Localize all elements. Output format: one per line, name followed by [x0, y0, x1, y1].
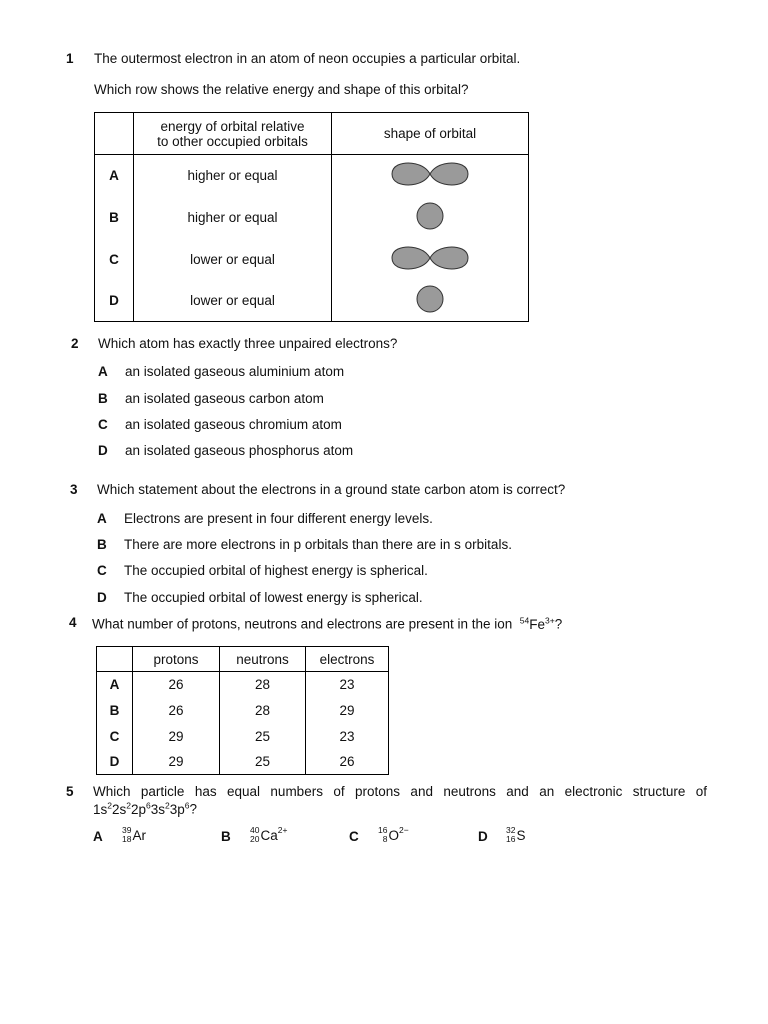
- q1-row-shape: [332, 239, 529, 281]
- q4-table: [96, 646, 389, 775]
- q5-option-letter: A: [93, 829, 103, 844]
- q1-row: [95, 281, 529, 322]
- q1-row-shape: [332, 281, 529, 322]
- q1-header-energy-line1: energy of orbital relative: [160, 118, 305, 134]
- q4-cell: 29: [133, 750, 220, 775]
- q4-cell: 28: [220, 672, 306, 698]
- q1-prompt: Which row shows the relative energy and shape of this orbital?: [94, 82, 469, 97]
- nuclide-symbol: Ca: [260, 827, 278, 843]
- q1-row-shape: [332, 155, 529, 197]
- q5-config-term: [93, 802, 112, 817]
- nuclide-symbol: S: [516, 827, 526, 843]
- q2-option-letter: D: [98, 443, 108, 458]
- q5-config-sup: 2: [126, 800, 131, 810]
- p-orbital-icon: [390, 157, 470, 191]
- q5-config-sup: 2: [107, 800, 112, 810]
- nuclide-mass: 32: [506, 825, 516, 835]
- q1-header-shape: shape of orbital: [332, 113, 529, 155]
- q5-config-sup: 6: [146, 800, 151, 810]
- q5-config-sup: 2: [165, 800, 170, 810]
- q5-config-base: 2s: [112, 801, 127, 817]
- q1-row-shape: [332, 197, 529, 239]
- q1-header-energy: [134, 113, 332, 155]
- q5-option-nuclide: [122, 826, 146, 844]
- q4-row: [97, 698, 389, 724]
- q3-text: Which statement about the electrons in a ground state carbon atom is correct?: [97, 482, 566, 497]
- q4-row-letter: A: [97, 672, 133, 698]
- q4-ion-mass: 54: [519, 615, 530, 625]
- q3-option-text: Electrons are present in four different energy levels.: [124, 511, 433, 526]
- p-orbital-icon: [390, 241, 470, 275]
- nuclide-atomic: 18: [122, 834, 132, 844]
- q4-number: 4: [69, 615, 77, 630]
- q1-row: [95, 155, 529, 197]
- q4-row: [97, 672, 389, 698]
- q4-row-letter: C: [97, 724, 133, 750]
- q4-header-neutrons: neutrons: [220, 647, 306, 672]
- q1-text: The outermost electron in an atom of neon occupies a particular orbital.: [94, 51, 521, 66]
- q2-option-letter: B: [98, 391, 108, 406]
- q3-option-text: The occupied orbital of highest energy is spherical.: [124, 563, 428, 578]
- q4-cell: 25: [220, 724, 306, 750]
- nuclide-mass: 16: [378, 825, 388, 835]
- q4-cell: 26: [133, 698, 220, 724]
- q4-question-text: What number of protons, neutrons and electrons are present in the ion: [92, 616, 513, 632]
- nuclide-charge: 2+: [277, 825, 288, 835]
- q4-cell: 29: [306, 698, 389, 724]
- q1-row-letter: A: [95, 155, 134, 197]
- q5-config-base: 3s: [150, 801, 166, 817]
- nuclide-mass: 40: [250, 825, 260, 835]
- q4-text: [92, 615, 562, 632]
- q1-row: [95, 197, 529, 239]
- q2-option-letter: A: [98, 364, 108, 379]
- q2-option-text: an isolated gaseous aluminium atom: [125, 364, 345, 379]
- q4-header-protons: protons: [133, 647, 220, 672]
- q1-row-energy: lower or equal: [134, 239, 332, 281]
- q3-number: 3: [70, 482, 78, 497]
- q5-config-term: [112, 802, 131, 817]
- q1-row-letter: B: [95, 197, 134, 239]
- q4-ion-symbol: Fe: [529, 616, 545, 632]
- q4-cell: 28: [220, 698, 306, 724]
- q4-cell: 26: [306, 750, 389, 775]
- q5-config: [93, 800, 197, 817]
- nuclide-symbol: Ar: [132, 827, 146, 843]
- q2-option-letter: C: [98, 417, 108, 432]
- q5-option-letter: C: [349, 829, 359, 844]
- nuclide-atomic: 20: [250, 834, 260, 844]
- q5-option-letter: B: [221, 829, 231, 844]
- q4-ion-charge: 3+: [545, 615, 555, 625]
- q4-row: [97, 724, 389, 750]
- q2-option-text: an isolated gaseous chromium atom: [125, 417, 342, 432]
- q3-option-text: The occupied orbital of lowest energy is spherical.: [124, 590, 423, 605]
- q4-row: [97, 750, 389, 775]
- q1-row-letter: D: [95, 281, 134, 322]
- q1-row: [95, 239, 529, 281]
- q1-table: [94, 112, 529, 322]
- q1-row-energy: higher or equal: [134, 197, 332, 239]
- q1-number: 1: [66, 51, 74, 66]
- q5-config-term: [151, 802, 170, 817]
- nuclide-atomic: 16: [506, 834, 516, 844]
- q4-cell: 23: [306, 672, 389, 698]
- s-orbital-icon: [413, 283, 447, 315]
- q4-ion: [520, 617, 555, 632]
- q2-option-text: an isolated gaseous carbon atom: [125, 391, 324, 406]
- q2-text: Which atom has exactly three unpaired electrons?: [98, 336, 398, 351]
- q3-option-letter: D: [97, 590, 107, 605]
- s-orbital-icon: [413, 200, 447, 232]
- q4-header-blank: [97, 647, 133, 672]
- q4-row-letter: D: [97, 750, 133, 775]
- q3-option-letter: C: [97, 563, 107, 578]
- q3-option-letter: A: [97, 511, 107, 526]
- nuclide-symbol: O: [388, 827, 399, 843]
- q5-config-term: [170, 802, 190, 817]
- q4-ion-end: ?: [554, 616, 563, 632]
- q1-row-energy: lower or equal: [134, 281, 332, 322]
- q3-option-letter: B: [97, 537, 107, 552]
- nuclide-atomic: 8: [382, 834, 388, 844]
- q5-option-nuclide: [250, 826, 287, 844]
- nuclide-mass: 39: [122, 825, 132, 835]
- q2-number: 2: [71, 336, 79, 351]
- q4-cell: 25: [220, 750, 306, 775]
- q1-header-blank: [95, 113, 134, 155]
- q5-text: Which particle has equal numbers of protons and neutrons and an electronic structure of: [93, 784, 707, 799]
- q4-cell: 23: [306, 724, 389, 750]
- q5-config-term: [131, 802, 151, 817]
- q5-config-base: 2p: [131, 801, 147, 817]
- q4-cell: 26: [133, 672, 220, 698]
- q2-option-text: an isolated gaseous phosphorus atom: [125, 443, 354, 458]
- q5-config-base: 3p: [169, 801, 185, 817]
- q5-option-letter: D: [478, 829, 488, 844]
- q1-row-letter: C: [95, 239, 134, 281]
- q5-option-nuclide: [378, 826, 409, 844]
- q1-header-energy-line2: to other occupied orbitals: [157, 133, 308, 149]
- q5-config-end: ?: [189, 801, 198, 817]
- q5-config-sup: 6: [184, 800, 190, 810]
- q5-number: 5: [66, 784, 74, 799]
- q4-row-letter: B: [97, 698, 133, 724]
- q3-option-text: There are more electrons in p orbitals than there are in s orbitals.: [124, 537, 512, 552]
- q5-config-base: 1s: [93, 801, 108, 817]
- q4-header-electrons: electrons: [306, 647, 389, 672]
- q5-option-nuclide: [506, 826, 525, 844]
- q4-cell: 29: [133, 724, 220, 750]
- nuclide-charge: 2−: [398, 825, 409, 835]
- q1-row-energy: higher or equal: [134, 155, 332, 197]
